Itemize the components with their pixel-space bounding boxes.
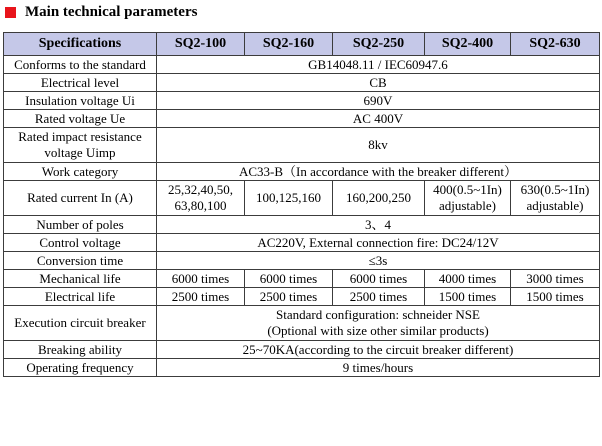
row-value: 25~70KA(according to the circuit breaker different): [157, 341, 600, 359]
cell-line: 25,32,40,50,: [168, 182, 233, 197]
cell-line: adjustable): [526, 198, 584, 213]
current-cell: [511, 181, 600, 216]
table-row: [4, 234, 600, 252]
current-cell: 100,125,160: [245, 181, 333, 216]
row-value: ≤3s: [157, 252, 600, 270]
cell-line: 63,80,100: [174, 198, 227, 213]
parameters-table: [3, 32, 600, 377]
current-cell: [157, 181, 245, 216]
table-row: [4, 359, 600, 377]
header-model: SQ2-250: [333, 33, 425, 56]
life-cell: 4000 times: [425, 270, 511, 288]
row-value: AC220V, External connection fire: DC24/12V: [157, 234, 600, 252]
cell-line: 630(0.5~1In): [520, 182, 590, 197]
row-label: Operating frequency: [4, 359, 157, 377]
table-row: [4, 252, 600, 270]
life-cell: 2500 times: [245, 288, 333, 306]
row-label: Mechanical life: [4, 270, 157, 288]
cell-line: (Optional with size other similar products): [267, 323, 489, 338]
life-cell: 6000 times: [245, 270, 333, 288]
life-cell: 1500 times: [425, 288, 511, 306]
table-row: [4, 163, 600, 181]
row-label: Electrical level: [4, 74, 157, 92]
life-cell: 3000 times: [511, 270, 600, 288]
row-value: 9 times/hours: [157, 359, 600, 377]
table-row: [4, 288, 600, 306]
row-label: Work category: [4, 163, 157, 181]
table-row: [4, 92, 600, 110]
life-cell: 1500 times: [511, 288, 600, 306]
current-cell: 160,200,250: [333, 181, 425, 216]
table-row: [4, 56, 600, 74]
section-heading: [5, 2, 197, 22]
row-value: GB14048.11 / IEC60947.6: [157, 56, 600, 74]
table-row: [4, 306, 600, 341]
section-title: Main technical parameters: [25, 3, 198, 20]
table-row: [4, 270, 600, 288]
row-label: Electrical life: [4, 288, 157, 306]
header-specifications: Specifications: [4, 33, 157, 56]
cell-line: adjustable): [438, 198, 497, 213]
current-cell: [425, 181, 511, 216]
row-label: Breaking ability: [4, 341, 157, 359]
life-cell: 6000 times: [333, 270, 425, 288]
row-value: 3、4: [157, 216, 600, 234]
life-cell: 2500 times: [333, 288, 425, 306]
row-value: AC 400V: [157, 110, 600, 128]
cell-line: Standard configuration: schneider NSE: [276, 307, 480, 322]
row-value: 690V: [157, 92, 600, 110]
row-label: Rated voltage Ue: [4, 110, 157, 128]
header-model: SQ2-100: [157, 33, 245, 56]
table-header-row: [4, 33, 600, 56]
cell-line: 400(0.5~1In): [433, 182, 502, 197]
row-value: CB: [157, 74, 600, 92]
table-row: [4, 341, 600, 359]
row-label: Control voltage: [4, 234, 157, 252]
table-row: [4, 110, 600, 128]
row-value: AC33-B（In accordance with the breaker different）: [157, 163, 600, 181]
row-label: Conversion time: [4, 252, 157, 270]
row-label: Number of poles: [4, 216, 157, 234]
row-label: [4, 128, 157, 163]
row-value: [157, 306, 600, 341]
table-row: [4, 181, 600, 216]
red-square-icon: [5, 7, 16, 18]
header-model: SQ2-400: [425, 33, 511, 56]
header-model: SQ2-630: [511, 33, 600, 56]
life-cell: 2500 times: [157, 288, 245, 306]
table-row: [4, 74, 600, 92]
row-value: 8kv: [157, 128, 600, 163]
table-row: [4, 216, 600, 234]
row-label: Rated current In (A): [4, 181, 157, 216]
row-label-line: Rated impact resistance: [18, 129, 142, 144]
header-model: SQ2-160: [245, 33, 333, 56]
table-row: [4, 128, 600, 163]
row-label: Conforms to the standard: [4, 56, 157, 74]
row-label: Execution circuit breaker: [4, 306, 157, 341]
row-label-line: voltage Uimp: [44, 145, 116, 160]
row-label: Insulation voltage Ui: [4, 92, 157, 110]
life-cell: 6000 times: [157, 270, 245, 288]
